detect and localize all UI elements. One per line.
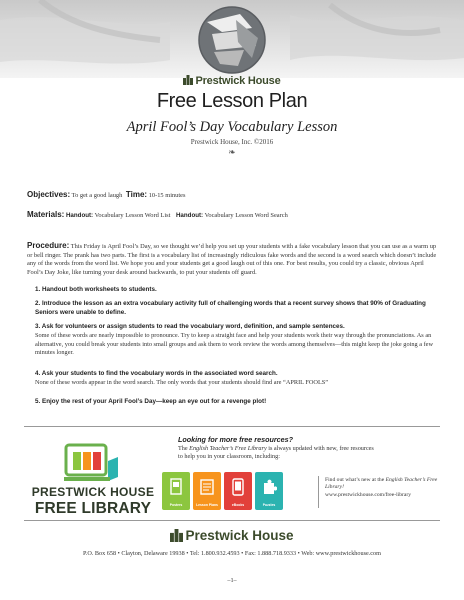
page-number: –1–	[227, 577, 237, 584]
tile-ebooks[interactable]	[224, 472, 252, 510]
time-label: Time:	[125, 190, 148, 199]
more-text-post: is always updated with new, free resources to help you in your classroom, including:	[178, 445, 374, 460]
step-2-heading: 2. Introduce the lesson as an extra vocabulary activity full of challenging words that a recent survey shows that 90% of Graduating Seniors were unable to define.	[35, 300, 426, 316]
tile-posters[interactable]	[162, 472, 190, 510]
prestwick-house-icon	[183, 75, 193, 85]
prestwick-house-icon	[170, 529, 183, 542]
procedure-text: This Friday is April Fool’s Day, so we thought we’d help you set up your students with a fake vocabulary lesson that you can use as a warm up or bell ringer. The prank has two parts. The first is a vocabulary list of increasingly ridiculous fake words and the second is a word search which doesn’t include any of the words from the word list. We hope you and your students get a good laugh out of this one. For best results, you could try a classic, obvious April Fool’s Day Joke, like turning your desk around backwards, to put your students off guard.	[27, 243, 437, 276]
footer-divider-2	[24, 520, 440, 521]
lesson-title: April Fool’s Day Vocabulary Lesson	[126, 119, 338, 135]
brand-name: Prestwick House	[195, 75, 281, 87]
footer-brand-logo	[0, 528, 464, 543]
step-3-heading: 3. Ask for volunteers or assign students to read the vocabulary word, definition, and sample sentences.	[35, 323, 345, 330]
find-out-library: English Teacher’s Free Library!	[325, 477, 438, 491]
tile-puzzles-label: Puzzles	[262, 503, 276, 507]
footer-vertical-divider	[318, 476, 319, 508]
tile-puzzles[interactable]	[255, 472, 283, 510]
handout-2-value: Vocabulary Lesson Word Search	[204, 212, 288, 219]
free-library-link[interactable]: www.prestwickhouse.com/free-library	[325, 491, 411, 498]
document-title: Free Lesson Plan	[156, 90, 308, 112]
fleuron-ornament: ❧	[228, 147, 236, 157]
handout-1-value: Vocabulary Lesson Word List	[94, 212, 171, 219]
find-out-pre: Find out what’s new at the	[325, 477, 386, 483]
tile-lesson-plans-label: Lesson Plans	[196, 503, 218, 507]
materials-row	[27, 210, 439, 220]
step-4-body: None of these words appear in the word search. The only words that your students should find are “APRIL FOOLS”	[35, 379, 329, 386]
tile-lesson-plans[interactable]	[193, 472, 221, 510]
footer-brand-name: Prestwick House	[185, 528, 294, 543]
poster-icon	[168, 478, 184, 496]
brand-medallion-icon	[199, 7, 265, 73]
more-resources-heading: Looking for more free resources?	[178, 435, 294, 444]
handout-2-label: Handout:	[175, 212, 204, 219]
contact-line: P.O. Box 658 • Clayton, Delaware 19938 • Tel: 1.800.932.4593 • Fax: 1.888.718.9333 • Web: www.prestwickhouse.com	[83, 550, 381, 557]
step-4-heading: 4. Ask your students to find the vocabulary words in the associated word search.	[35, 370, 278, 377]
header-photo	[0, 0, 464, 78]
library-name-line-2: FREE LIBRARY	[34, 500, 152, 517]
more-resources-text	[178, 445, 374, 461]
handout-1-label: Handout:	[65, 212, 94, 219]
find-out-text	[325, 477, 455, 499]
free-library-icon	[64, 443, 120, 483]
tile-posters-label: Posters	[169, 503, 183, 507]
objectives-value: To get a good laugh	[71, 192, 123, 199]
brand-logo	[0, 75, 464, 87]
materials-label: Materials:	[27, 210, 65, 219]
puzzle-icon	[261, 478, 277, 496]
procedure-paragraph	[27, 242, 439, 277]
step-1-heading: 1. Handout both worksheets to students.	[35, 286, 157, 293]
resource-tiles	[162, 472, 312, 510]
ebook-icon	[230, 478, 246, 496]
time-value: 10-15 minutes	[148, 192, 186, 199]
procedure-label: Procedure:	[27, 241, 70, 250]
objectives-row	[27, 190, 439, 200]
more-text-pre: The	[178, 445, 190, 452]
library-name-italic: English Teacher’s Free Library	[189, 445, 267, 452]
objectives-label: Objectives:	[27, 190, 71, 199]
footer-divider	[24, 426, 440, 427]
step-5-heading: 5. Enjoy the rest of your April Fool’s Day—keep an eye out for a revenge plot!	[35, 398, 267, 405]
lesson-plan-icon	[199, 478, 215, 496]
publisher-line: Prestwick House, Inc. ©2016	[190, 138, 274, 146]
tile-ebooks-label: eBooks	[231, 503, 245, 507]
step-3-body: Some of these words are nearly impossible to pronounce. Try to keep a straight face and help your students work their way through the pronunciations. As an alternative, you could break your students into small groups and ask them to work review the words among themselves—this might keep the joke going a few minutes longer.	[35, 332, 434, 356]
library-name-line-1: PRESTWICK HOUSE	[31, 485, 155, 499]
